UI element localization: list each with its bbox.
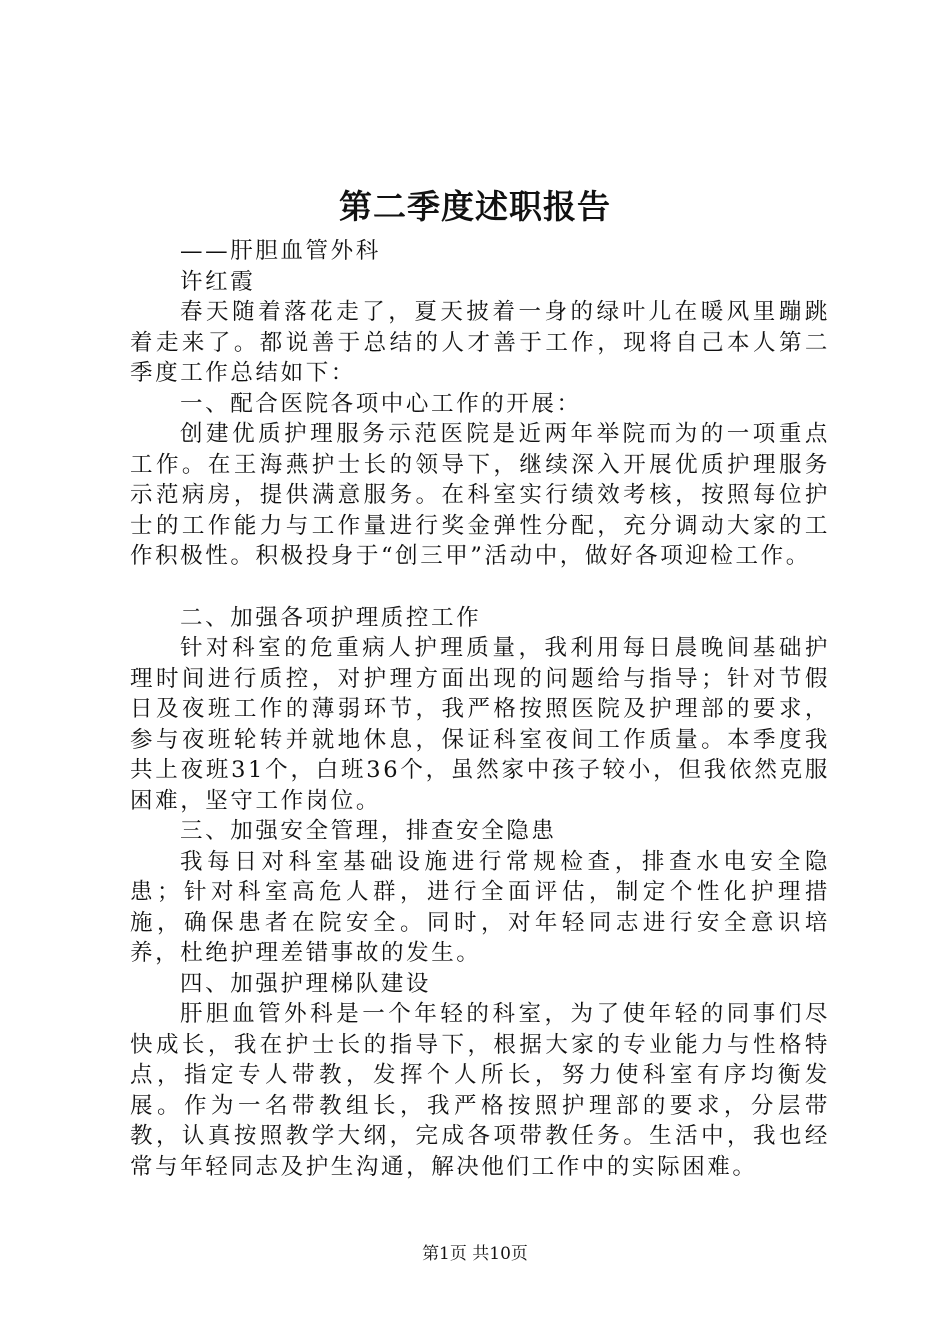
- paragraph-intro: 春天随着落花走了，夏天披着一身的绿叶儿在暖风里蹦跳着走来了。都说善于总结的人才善于工作，现将自己本人第二季度工作总结如下：: [130, 299, 830, 386]
- document-title: 第二季度述职报告: [339, 187, 611, 226]
- section-heading-2: 二、加强各项护理质控工作: [180, 604, 482, 631]
- section-heading-4: 四、加强护理梯队建设: [180, 970, 432, 997]
- section-heading-3: 三、加强安全管理，排查安全隐患: [180, 818, 557, 844]
- document-body: [130, 236, 830, 1182]
- subtitle: ——肝胆血管外科: [180, 238, 381, 264]
- section-heading-1: 一、配合医院各项中心工作的开展：: [180, 390, 582, 417]
- author: 许红霞: [180, 268, 256, 295]
- paragraph-section-3: 我每日对科室基础设施进行常规检查，排查水电安全隐患；针对科室高危人群，进行全面评估，制定个性化护理措施，确保患者在院安全。同时，对年轻同志进行安全意识培养，杜绝护理差错事故的发生。: [130, 848, 830, 966]
- paragraph-section-4: 肝胆血管外科是一个年轻的科室，为了使年轻的同事们尽快成长，我在护士长的指导下，根据大家的专业能力与性格特点，指定专人带教，发挥个人所长，努力使科室有序均衡发展。作为一名带教组长，我严格按照护理部的要求，分层带教，认真按照教学大纲，完成各项带教任务。生活中，我也经常与年轻同志及护生沟通，解决他们工作中的实际困难。: [130, 1001, 830, 1180]
- paragraph-section-1: 创建优质护理服务示范医院是近两年举院而为的一项重点工作。在王海燕护士长的领导下，继续深入开展优质护理服务示范病房，提供满意服务。在科室实行绩效考核，按照每位护士的工作能力与工作量进行奖金弹性分配，充分调动大家的工作积极性。积极投身于“创三甲”活动中，做好各项迎检工作。: [130, 421, 830, 569]
- paragraph-section-2: 针对科室的危重病人护理质量，我利用每日晨晚间基础护理时间进行质控，对护理方面出现的问题给与指导；针对节假日及夜班工作的薄弱环节，我严格按照医院及护理部的要求，参与夜班轮转并就地休息，保证科室夜间工作质量。本季度我共上夜班31个，白班36个，虽然家中孩子较小，但我依然克服困难，坚守工作岗位。: [130, 635, 830, 814]
- page-number-footer: 第1页 共10页: [422, 1244, 528, 1264]
